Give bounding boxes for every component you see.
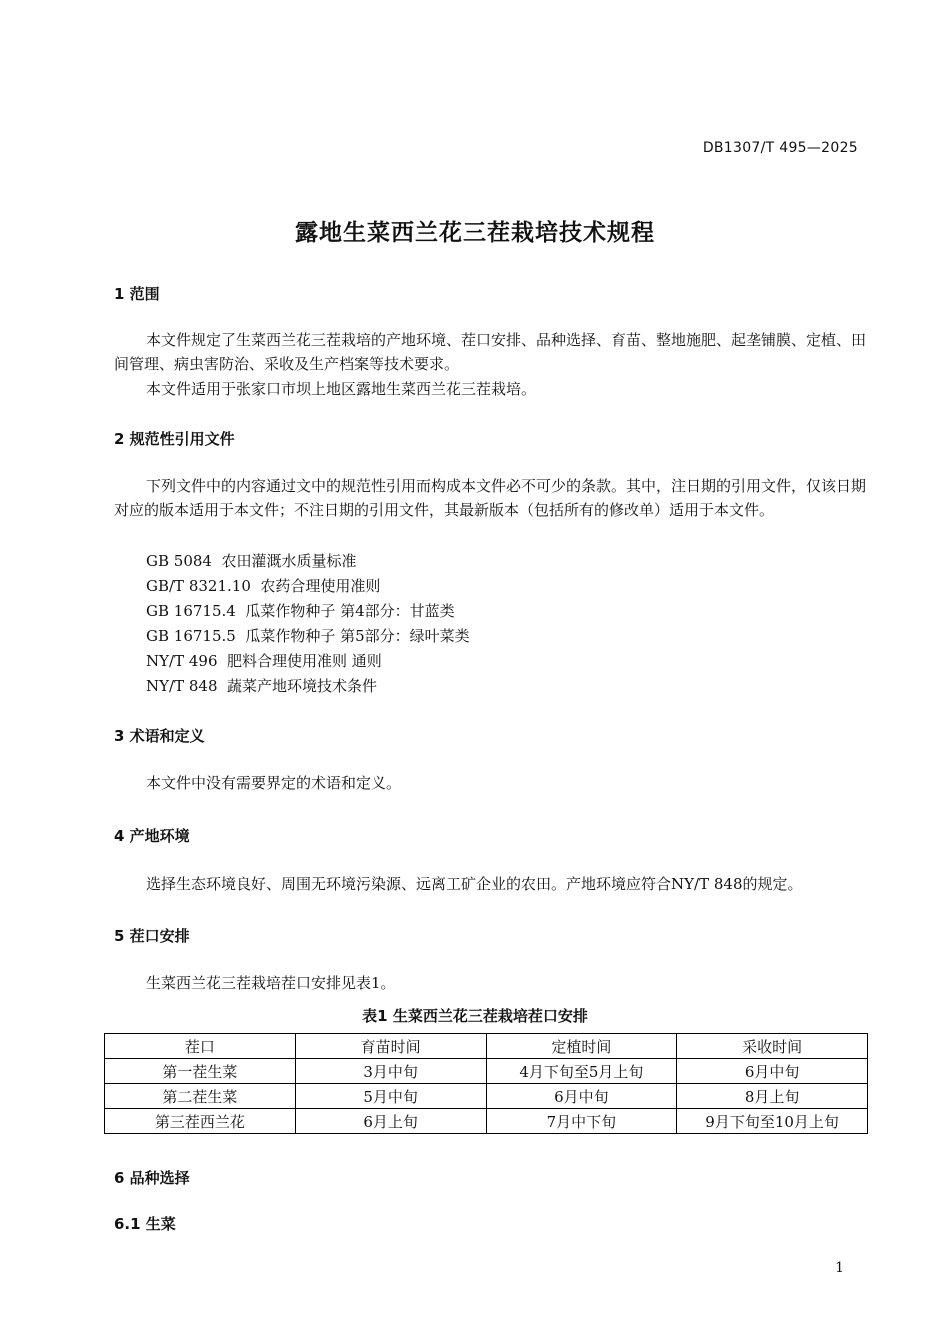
scope-paragraph-1: 本文件规定了生菜西兰花三茬栽培的产地环境、茬口安排、品种选择、育苗、整地施肥、起垄铺膜、定植、田间管理、病虫害防治、采收及生产档案等技术要求。 [114,331,867,373]
reference-item: NY/T 496 肥料合理使用准则 通则 [146,652,382,670]
table-row [105,1084,868,1109]
table-cell: 6月中旬 [677,1059,868,1084]
references-paragraph: 下列文件中的内容通过文中的规范性引用而构成本文件必不可少的条款。其中，注日期的引用文件，仅该日期对应的版本适用于本文件；不注日期的引用文件，其最新版本（包括所有的修改单）适用于本文件。 [114,477,867,519]
scope-paragraph-2: 本文件适用于张家口市坝上地区露地生菜西兰花三茬栽培。 [146,380,537,398]
table-row [105,1059,868,1084]
table-caption: 表1 生菜西兰花三茬栽培茬口安排 [362,1007,588,1025]
section-heading-normative-references: 2 规范性引用文件 [114,430,235,448]
table-cell: 4月下旬至5月上旬 [486,1059,677,1084]
table-cell: 9月下旬至10月上旬 [677,1109,868,1134]
table-header-cell: 茬口 [105,1034,296,1059]
table-header-row [105,1034,868,1059]
table-cell: 8月上旬 [677,1084,868,1109]
table-header-cell: 采收时间 [677,1034,868,1059]
section-heading-terms: 3 术语和定义 [114,727,205,745]
table-cell: 第三茬西兰花 [105,1109,296,1134]
page-title: 露地生菜西兰花三茬栽培技术规程 [295,220,655,246]
environment-paragraph: 选择生态环境良好、周围无环境污染源、远离工矿企业的农田。产地环境应符合NY/T 848的规定。 [146,875,803,893]
terms-paragraph: 本文件中没有需要界定的术语和定义。 [146,774,402,792]
table-cell: 第一茬生菜 [105,1059,296,1084]
table-cell: 3月中旬 [295,1059,486,1084]
table-cell: 6月中旬 [486,1084,677,1109]
table-cell: 第二茬生菜 [105,1084,296,1109]
table-cell: 5月中旬 [295,1084,486,1109]
reference-item: GB 5084 农田灌溉水质量标准 [146,552,357,570]
crop-schedule-paragraph: 生菜西兰花三茬栽培茬口安排见表1。 [146,974,396,992]
page-number: 1 [835,1260,844,1276]
table-cell: 7月中下旬 [486,1109,677,1134]
table-row [105,1109,868,1134]
section-heading-variety-selection: 6 品种选择 [114,1169,190,1187]
section-heading-scope: 1 范围 [114,285,160,303]
reference-item: NY/T 848 蔬菜产地环境技术条件 [146,677,378,695]
section-heading-crop-schedule: 5 茬口安排 [114,927,190,945]
reference-item: GB/T 8321.10 农药合理使用准则 [146,577,381,595]
crop-schedule-table [104,1033,868,1134]
table-header-cell: 定植时间 [486,1034,677,1059]
section-heading-environment: 4 产地环境 [114,827,190,845]
table-cell: 6月上旬 [295,1109,486,1134]
reference-item: GB 16715.5 瓜菜作物种子 第5部分：绿叶菜类 [146,627,470,645]
document-number: DB1307/T 495—2025 [702,140,858,156]
table-header-cell: 育苗时间 [295,1034,486,1059]
reference-item: GB 16715.4 瓜菜作物种子 第4部分：甘蓝类 [146,602,455,620]
subsection-heading-lettuce: 6.1 生菜 [114,1215,176,1233]
